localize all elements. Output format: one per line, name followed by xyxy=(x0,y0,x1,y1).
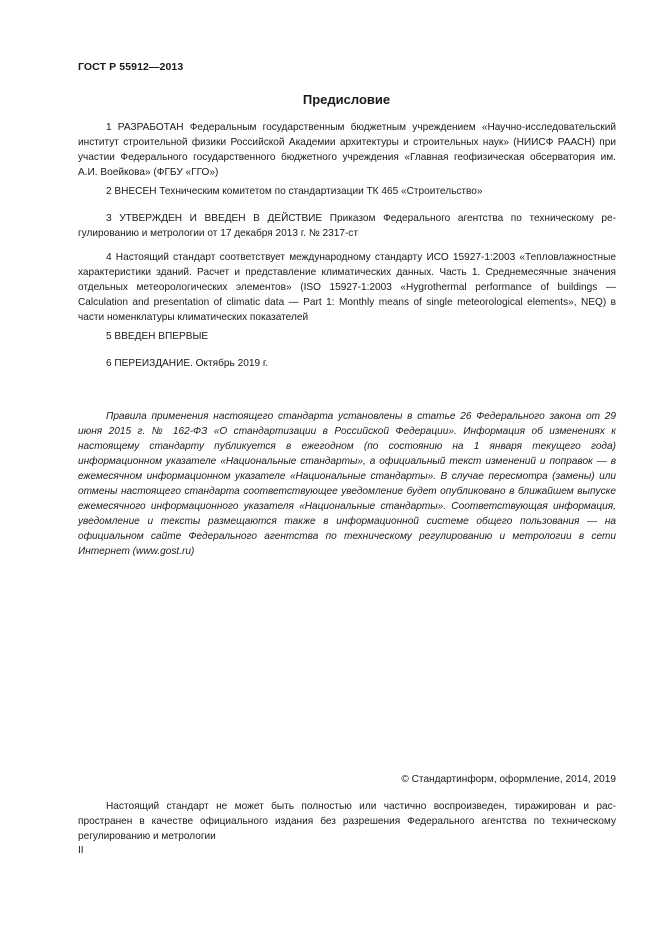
foreword-item-5 xyxy=(78,329,616,344)
standard-code: ГОСТ Р 55912—2013 xyxy=(78,61,184,73)
foreword-item-text: 5 ВВЕДЕН ВПЕРВЫЕ xyxy=(106,331,209,342)
page-title: Предисловие xyxy=(302,92,391,107)
foreword-item-text: 4 Настоящий стандарт соответствует международному стандарту ИСО 15927-1:2003 «Тепловлажностные характеристики зданий. Расчет и представление климатических данных. Часть 1. Среднемесячные значения отдельных метеорологических элементов» (ISO 15927-1:2003 «Hygrothermal performance of buildings — Calculation and presentation of climatic data — Part 1: Monthly means of single meteorological elements», NEQ) в части номенклатуры климатических показателей xyxy=(78,252,616,323)
foreword-item-text: 3 УТВЕРЖДЕН И ВВЕДЕН В ДЕЙСТВИЕ Приказом Федерального агентства по техническому регулированию и метрологии от 17 декабря 2013 г. № 2317-ст xyxy=(78,213,616,239)
reproduction-restriction-text: Настоящий стандарт не может быть полностью или частично воспроизведен, тиражирован и распространен в качестве официального издания без разрешения Федерального агентства по техническому регулированию и метрологии xyxy=(78,801,616,842)
foreword-item-text: 1 РАЗРАБОТАН Федеральным государственным бюджетным учреждением «Научно-исследовательский институт строительной физики Российской Академии архитектуры и строительных наук» (НИИСФ РААСН) при участии Федерального государственного бюджетного учреждения «Главная геофизическая обсерватория им. А.И. Воейкова» (ФГБУ «ГГО») xyxy=(78,122,616,178)
foreword-item-text: 2 ВНЕСЕН Техническим комитетом по стандартизации ТК 465 «Строительство» xyxy=(106,186,483,197)
copyright-line: © Стандартинформ, оформление, 2014, 2019 xyxy=(401,774,616,785)
foreword-item-text: 6 ПЕРЕИЗДАНИЕ. Октябрь 2019 г. xyxy=(106,358,269,369)
foreword-item-6 xyxy=(78,356,616,371)
foreword-item-1 xyxy=(78,120,616,180)
page-number: II xyxy=(78,845,84,856)
legal-notice xyxy=(78,409,616,559)
foreword-item-2 xyxy=(78,184,616,199)
foreword-item-3 xyxy=(78,211,616,241)
foreword-item-4 xyxy=(78,250,616,325)
legal-notice-text: Правила применения настоящего стандарта установлены в статье 26 Федерального закона от 29 июня 2015 г. № 162-ФЗ «О стандартизации в Российской Федерации». Информация об изменениях к настоящему стандарту публикуется в ежегодном (по состоянию на 1 января текущего года) информационном указателе «Национальные стандарты», а официальный текст изменений и поправок — в ежемесячном информационном указателе «Национальные стандарты». В случае пересмотра (замены) или отмены настоящего стандарта соответствующее уведомление будет опубликовано в ближайшем выпуске ежемесячного информационного указателя «Национальные стандарты». Соответствующая информация, уведомление и тексты размещаются также в информационной системе общего пользования — на официальном сайте Федерального агентства по техническому регулированию и метрологии в сети Интернет (www.gost.ru) xyxy=(78,411,616,557)
reproduction-restriction xyxy=(78,799,616,844)
